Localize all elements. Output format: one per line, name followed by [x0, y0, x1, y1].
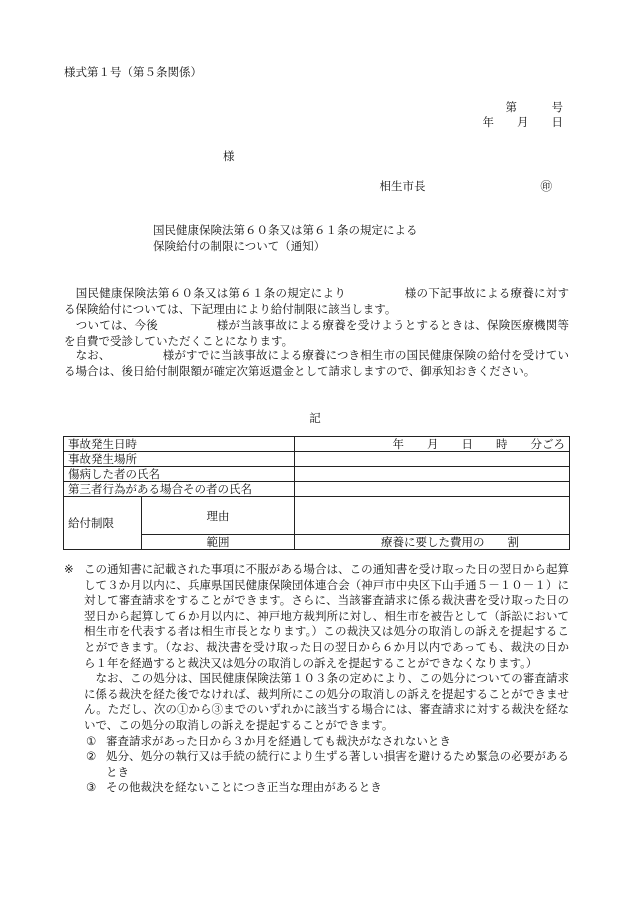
- appeal-notes: [64, 562, 569, 796]
- reason-label: 理由: [142, 497, 295, 535]
- note-mark: ※: [64, 562, 74, 576]
- note-paragraph-1: この通知書に記載された事項に不服がある場合は、この通知書を受け取った日の翌日から起算して３か月以内に、兵庫県国民健康保険団体連合会（神戸市中央区下山手通５－１０－１）に対して審査請求をすることができます。さらに、当該審査請求に係る裁決書を受け取った日の翌日から起算して６か月以内に、神戸地方裁判所に対し、相生市を被告として（訴訟において相生市を代表する者は相生市長となります。）この裁決又は処分の取消しの訴えを提起することができます。（なお、裁決書を受け取った日の翌日から６か月以内であっても、裁決の日から１年を経過すると裁決又は処分の取消しの訴えを提起することができなくなります。）: [84, 562, 569, 670]
- occurrence-place-label: 事故発生場所: [64, 452, 295, 467]
- injured-name-label: 傷病した者の氏名: [64, 467, 295, 482]
- body-paragraph: ついては、今後 様が当該事故による療養を受けようとするときは、保険医療機関等を自費で受診していただくことになります。: [64, 318, 569, 348]
- scope-value: 療養に要した費用の 割: [295, 535, 570, 550]
- list-item: ② 処分、処分の執行又は手続の続行により生ずる著しい損害を避けるため緊急の必要があるとき: [86, 749, 569, 779]
- list-item: ① 審査請求があった日から３か月を経過しても裁決がなされないとき: [86, 733, 451, 748]
- list-item: ③ その他裁決を経ないことにつき正当な理由があるとき: [86, 780, 382, 795]
- reason-value: [295, 497, 570, 535]
- sender-mayor: 相生市長 ㊞: [379, 179, 552, 193]
- ki-heading: 記: [309, 411, 321, 425]
- table-row: [64, 452, 570, 467]
- occurrence-datetime-label: 事故発生日時: [64, 437, 295, 452]
- recipient-name: 様: [223, 149, 235, 163]
- third-party-label: 第三者行為がある場合その者の氏名: [64, 482, 295, 497]
- scope-label: 範囲: [142, 535, 295, 550]
- body-paragraph: 国民健康保険法第６０条又は第６１条の規定により 様の下記事故による療養に対する保険給付については、下記理由により給付制限に該当します。: [64, 286, 569, 316]
- occurrence-place-value: [295, 452, 570, 467]
- restriction-label: 給付制限: [64, 497, 142, 550]
- form-label: 様式第１号（第５条関係）: [64, 65, 202, 79]
- injured-name-value: [295, 467, 570, 482]
- occurrence-datetime-value: 年 月 日 時 分ごろ: [295, 437, 570, 452]
- document-date: 年 月 日: [482, 115, 563, 129]
- third-party-value: [295, 482, 570, 497]
- incident-table: [63, 436, 570, 550]
- document-title-line1: 国民健康保険法第６０条又は第６１条の規定による: [153, 223, 418, 237]
- table-row: [64, 497, 570, 535]
- document-title-line2: 保険給付の制限について（通知）: [153, 239, 326, 253]
- table-row: [64, 482, 570, 497]
- table-row: [64, 467, 570, 482]
- note-paragraph-2: なお、この処分は、国民健康保険法第１０３条の定めにより、この処分についての審査請求に係る裁決を経た後でなければ、裁判所にこの処分の取消しの訴えを提起することができません。ただし、次の①から③までのいずれかに該当する場合には、審査請求に対する裁決を経ないで、この処分の取消しの訴えを提起することができます。: [84, 671, 569, 732]
- body-paragraph: なお、 様がすでに当該事故による療養につき相生市の国民健康保険の給付を受けている場合は、後日給付制限額が確定次第返還金として請求しますので、御承知おきください。: [64, 348, 569, 378]
- table-row: [64, 437, 570, 452]
- document-number: 第 号: [505, 100, 563, 114]
